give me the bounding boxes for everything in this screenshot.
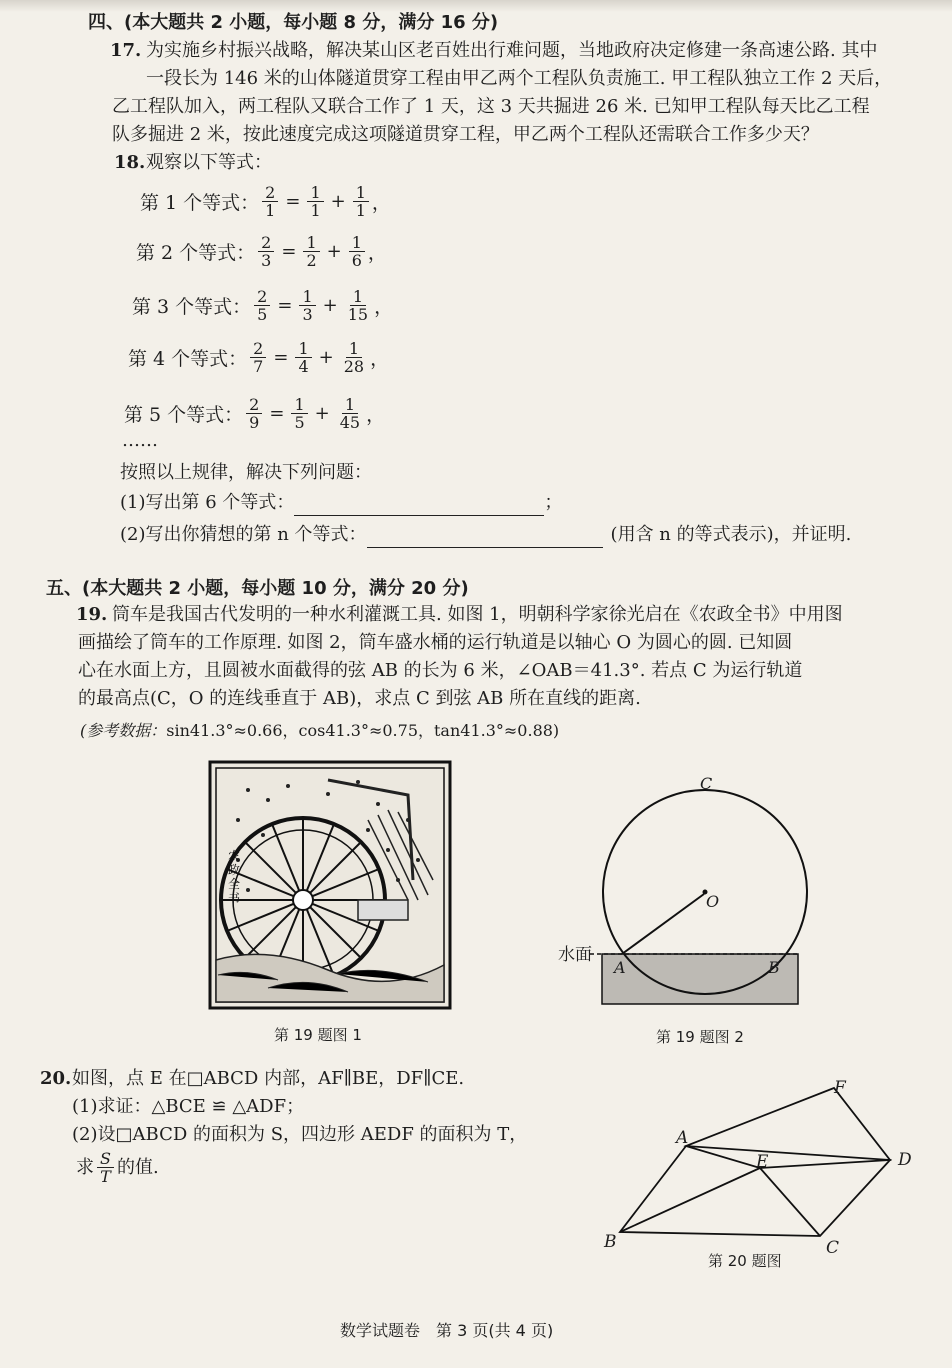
equation-label: 第 2 个等式： [136, 242, 256, 264]
q17-line-4: 队多掘进 2 米，按此速度完成这项隧道贯穿工程，甲乙两个工程队还需联合工作多少天？ [112, 124, 819, 145]
equation-rhs-fraction-2-denominator: 28 [343, 357, 365, 376]
fig20-label-F: F [834, 1078, 846, 1098]
plus-sign: + [314, 403, 330, 424]
q18-rule: 按照以上规律，解决下列问题： [120, 462, 372, 483]
quadrilateral-AEDF [686, 1088, 890, 1168]
equation-end-punct: ， [366, 404, 386, 426]
plus-sign: + [330, 191, 346, 212]
q20-part1: (1)求证：△BCE ≌ △ADF； [72, 1096, 305, 1117]
equation-rhs-fraction-1 [295, 340, 311, 375]
q20-fraction-denominator: T [100, 1167, 111, 1186]
q18-part1-answer-blank[interactable] [294, 493, 544, 516]
parallelogram-ABCD [620, 1146, 890, 1236]
q18-equation-row [124, 396, 385, 431]
segment-BE [620, 1168, 760, 1232]
equation-lhs-fraction-numerator: 2 [258, 234, 274, 252]
plus-sign: + [318, 347, 334, 368]
q20-part2: (2)设□ABCD 的面积为 S，四边形 AEDF 的面积为 T， [72, 1124, 528, 1145]
q18-equation-row [140, 184, 391, 219]
equation-lhs-fraction [262, 184, 278, 219]
fig20-label-E: E [756, 1152, 769, 1172]
q18-part1-end: ； [544, 492, 563, 513]
equation-lhs-fraction-denominator: 7 [253, 357, 264, 376]
equation-rhs-fraction-2 [337, 396, 363, 431]
equation-rhs-fraction-1-denominator: 4 [298, 357, 309, 376]
q20-fraction-numerator: S [97, 1150, 114, 1168]
q17-line-3: 乙工程队加入，两工程队又联合工作了 1 天，这 3 天共掘进 26 米. 已知甲工程队每天比乙工程 [112, 96, 870, 117]
q19-line-1: 筒车是我国古代发明的一种水利灌溉工具. 如图 1，明朝科学家徐光启在《农政全书》中用图 [112, 604, 843, 625]
equation-rhs-fraction-1 [303, 234, 319, 269]
q17-line-1: 为实施乡村振兴战略，解决某山区老百姓出行难问题，当地政府决定修建一条高速公路. 其中 [146, 40, 878, 61]
equation-rhs-fraction-1-numerator: 1 [307, 184, 323, 202]
q19-number: 19. [76, 604, 108, 625]
q18-part2: (2)写出你猜想的第 n 个等式： [120, 524, 367, 545]
fig2-label-O: O [706, 892, 720, 911]
equation-rhs-fraction-2 [341, 340, 367, 375]
fig20-label-B: B [604, 1232, 617, 1252]
q18-part2-answer-blank[interactable] [367, 525, 603, 548]
equals-sign: = [273, 347, 289, 368]
equation-rhs-fraction-1 [291, 396, 307, 431]
q18-ellipsis: …… [122, 430, 158, 451]
q19-figure-1-waterwheel-illustration [208, 760, 452, 1010]
equation-end-punct: ， [370, 348, 390, 370]
equation-rhs-fraction-1-denominator: 3 [302, 305, 313, 324]
equation-rhs-fraction-2-numerator: 1 [346, 340, 362, 358]
segment-CE [760, 1168, 820, 1236]
fig2-label-C: C [700, 774, 713, 793]
q18-number: 18. [114, 152, 146, 173]
fig20-label-C: C [826, 1238, 840, 1258]
equation-rhs-fraction-2 [353, 184, 369, 219]
q17-line-2: 一段长为 146 米的山体隧道贯穿工程由甲乙两个工程队负责施工. 甲工程队独立工作 2 天后， [146, 68, 893, 89]
fig1-vertical-text: 农政全书 [228, 849, 241, 905]
equation-lhs-fraction [246, 396, 262, 431]
q20-part2b-pre: 求 [76, 1156, 94, 1178]
equation-label: 第 4 个等式： [128, 348, 248, 370]
equation-lhs-fraction-numerator: 2 [246, 396, 262, 414]
q19-line-4: 的最高点(C，O 的连线垂直于 AB)，求点 C 到弦 AB 所在直线的距离. [78, 688, 641, 709]
q20-figure-caption: 第 20 题图 [708, 1252, 782, 1270]
equation-rhs-fraction-2-denominator: 6 [351, 251, 362, 270]
equation-rhs-fraction-2-numerator: 1 [342, 396, 358, 414]
equation-lhs-fraction-denominator: 1 [265, 201, 276, 220]
fig2-label-B: B [768, 958, 780, 977]
equation-rhs-fraction-1-denominator: 1 [310, 201, 321, 220]
equation-lhs-fraction-numerator: 2 [250, 340, 266, 358]
fig20-label-A: A [676, 1128, 689, 1148]
q19-reference-label: (参考数据： [80, 721, 167, 740]
equation-rhs-fraction-2-denominator: 1 [355, 201, 366, 220]
equation-rhs-fraction-2-denominator: 15 [347, 305, 369, 324]
equation-end-punct: ， [371, 192, 391, 214]
q20-stem: 如图，点 E 在□ABCD 内部，AF∥BE，DF∥CE. [72, 1068, 465, 1089]
equation-lhs-fraction-denominator: 5 [257, 305, 268, 324]
q20-part2b-post: 的值. [116, 1156, 159, 1178]
fig20-label-D: D [898, 1150, 912, 1170]
equation-lhs-fraction-numerator: 2 [262, 184, 278, 202]
section-5-title: 五、(本大题共 2 小题，每小题 10 分，满分 20 分) [46, 578, 469, 599]
q18-intro: 观察以下等式： [146, 152, 272, 173]
q20-number: 20. [40, 1068, 72, 1089]
equation-rhs-fraction-1 [299, 288, 315, 323]
q18-part2-end: (用含 n 的等式表示)，并证明. [610, 524, 852, 545]
equation-label: 第 3 个等式： [132, 296, 252, 318]
equation-rhs-fraction-1-numerator: 1 [291, 396, 307, 414]
equals-sign: = [281, 241, 297, 262]
equation-lhs-fraction-numerator: 2 [254, 288, 270, 306]
equation-lhs-fraction [254, 288, 270, 323]
equation-rhs-fraction-2 [345, 288, 371, 323]
equation-end-punct: ， [374, 296, 394, 318]
equation-rhs-fraction-1-numerator: 1 [303, 234, 319, 252]
equation-lhs-fraction-denominator: 9 [249, 413, 260, 432]
equation-label: 第 5 个等式： [124, 404, 244, 426]
segment-OA [622, 894, 704, 954]
equals-sign: = [269, 403, 285, 424]
plus-sign: + [322, 295, 338, 316]
q17-number: 17. [110, 40, 142, 61]
fig2-water-label: 水面 [558, 945, 592, 965]
equation-rhs-fraction-2-numerator: 1 [353, 184, 369, 202]
q18-equation-row [132, 288, 393, 323]
q19-line-2: 画描绘了筒车的工作原理. 如图 2，筒车盛水桶的运行轨道是以轴心 O 为圆心的圆. 已知圆 [78, 632, 793, 653]
q18-equation-row [136, 234, 387, 269]
page-footer: 数学试题卷 第 3 页(共 4 页) [340, 1321, 554, 1340]
q19-figure-2-caption: 第 19 题图 2 [656, 1028, 744, 1046]
fig2-label-A: A [614, 958, 626, 977]
equals-sign: = [277, 295, 293, 316]
equation-rhs-fraction-1 [307, 184, 323, 219]
section-4-title: 四、(本大题共 2 小题，每小题 8 分，满分 16 分) [88, 12, 499, 33]
q19-line-3: 心在水面上方，且圆被水面截得的弦 AB 的长为 6 米，∠OAB＝41.3°. 若点 C 为运行轨道 [78, 660, 803, 681]
equation-lhs-fraction-denominator: 3 [261, 251, 272, 270]
q20-parallelogram-diagram [600, 1076, 900, 1256]
plus-sign: + [326, 241, 342, 262]
equation-rhs-fraction-1-denominator: 5 [294, 413, 305, 432]
q18-equation-row [128, 340, 389, 375]
equation-rhs-fraction-1-numerator: 1 [299, 288, 315, 306]
q18-part1: (1)写出第 6 个等式： [120, 492, 295, 513]
equation-label: 第 1 个等式： [140, 192, 260, 214]
equation-rhs-fraction-2-denominator: 45 [339, 413, 361, 432]
equation-rhs-fraction-2-numerator: 1 [350, 288, 366, 306]
equation-lhs-fraction [258, 234, 274, 269]
equals-sign: = [285, 191, 301, 212]
equation-rhs-fraction-2 [349, 234, 365, 269]
equation-lhs-fraction [250, 340, 266, 375]
q19-figure-2-circle-diagram [560, 770, 810, 1020]
q19-figure-1-caption: 第 19 题图 1 [274, 1026, 362, 1044]
equation-end-punct: ， [367, 242, 387, 264]
equation-rhs-fraction-1-numerator: 1 [295, 340, 311, 358]
equation-rhs-fraction-1-denominator: 2 [306, 251, 317, 270]
q19-reference-values: sin41.3°≈0.66，cos41.3°≈0.75，tan41.3°≈0.88) [166, 721, 560, 740]
equation-rhs-fraction-2-numerator: 1 [349, 234, 365, 252]
